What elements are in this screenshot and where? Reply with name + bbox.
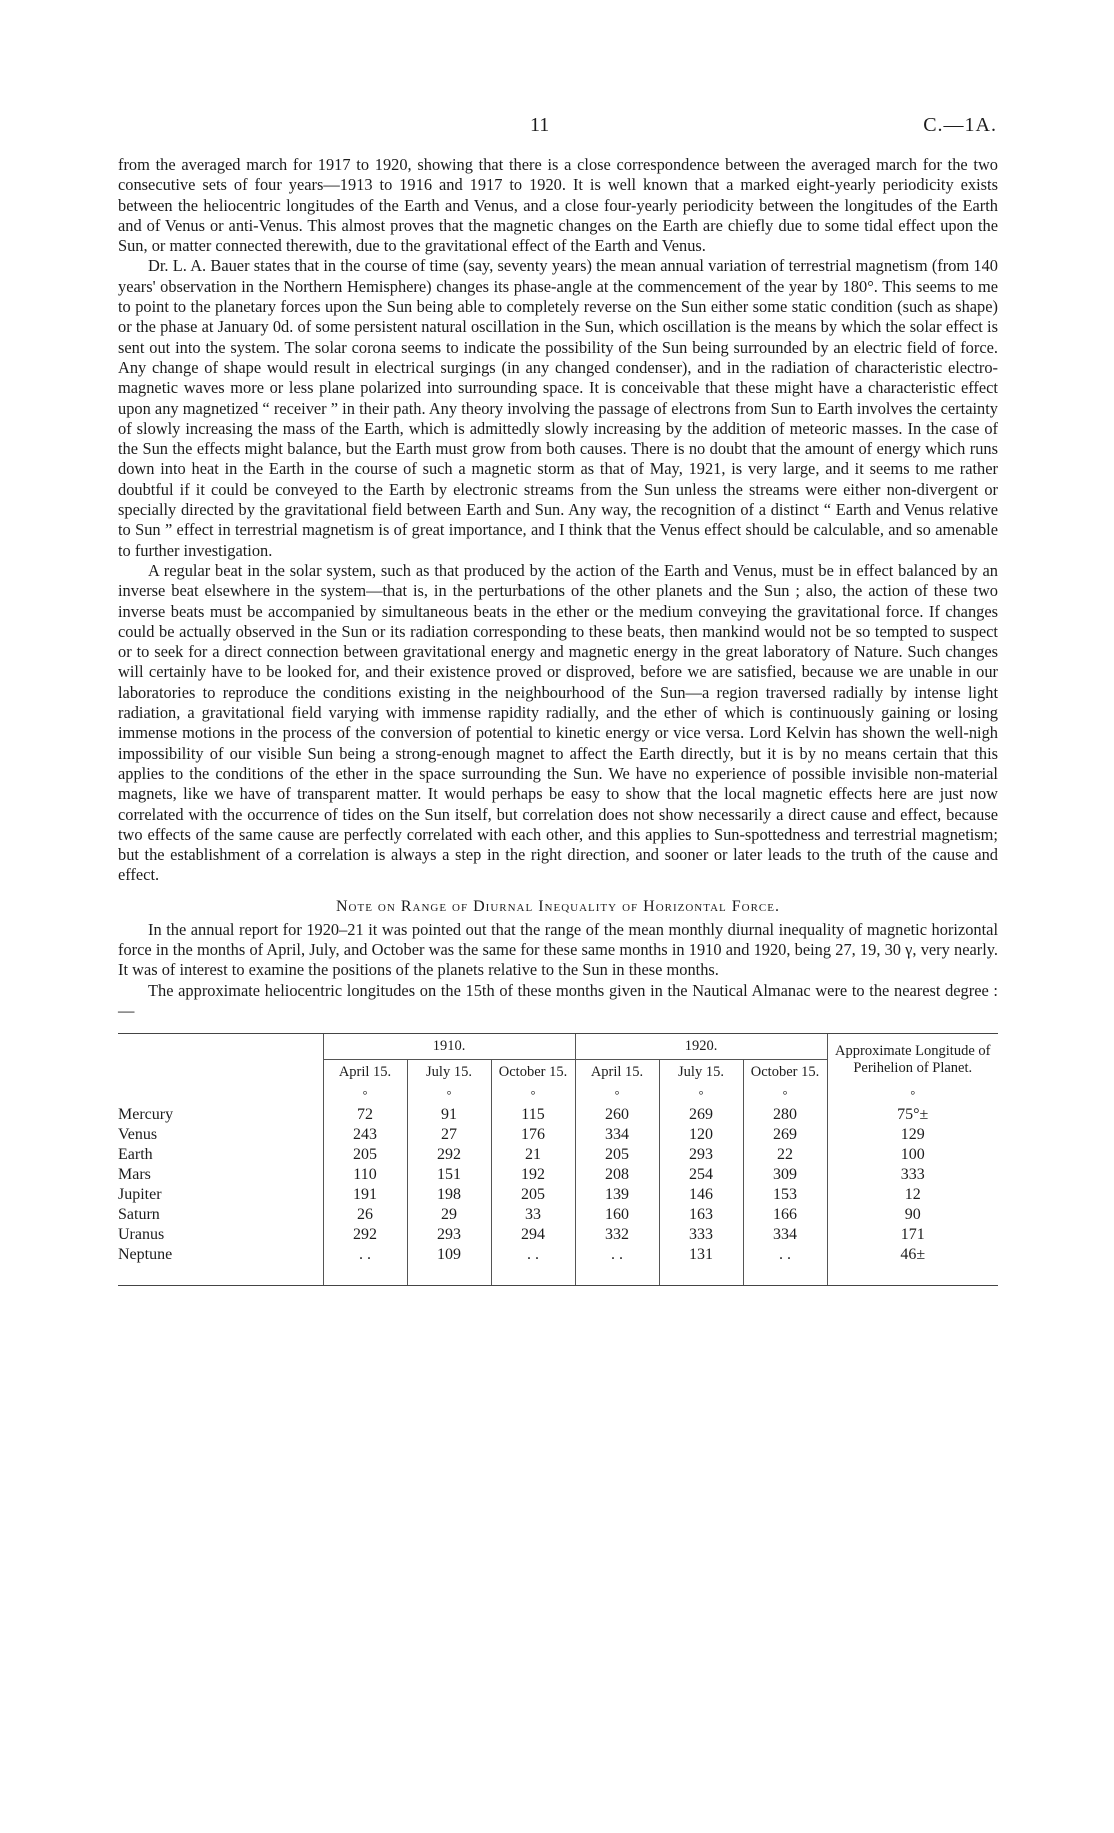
longitude-cell: 205 [323, 1145, 407, 1165]
longitude-cell: 91 [407, 1105, 491, 1125]
degree-mark: ° [827, 1085, 998, 1105]
longitude-cell: 33 [491, 1205, 575, 1225]
heliocentric-longitude-table [118, 1034, 998, 1285]
table-row [118, 1225, 998, 1245]
page-header [0, 114, 1114, 144]
paragraph: Dr. L. A. Bauer states that in the course of time (say, seventy years) the mean annual variation of terrestrial magnetism (from 140 years' observation in the Northern Hemisphere) changes its phase-angle at the commencement of the year by 180°. This seems to me to point to the planetary forces upon the Sun being able to completely reverse on the Sun either some static condition (such as shape) or the phase at January 0d. of some persistent natural oscillation in the Sun, which oscillation is the means by which the solar effect is sent out into the system. The solar corona seems to indicate the possibility of the Sun being surrounded by an electric field of force. Any change of shape would result in electrical surgings (in any changed condenser), and in the radiation of characteristic electro-magnetic waves more or less plane polarized into surrounding space. It is conceivable that these might have a characteristic effect upon any magnetized “ receiver ” in their path. Any theory involving the passage of electrons from Sun to Earth involves the certainty of slowly increasing the mass of the Earth, which is admittedly slowly increasing by the addition of meteoric masses. In the case of the Sun the effects might balance, but the Earth must grow from both causes. There is no doubt that the amount of energy which runs down into heat in the Earth in the course of such a magnetic storm as that of May, 1921, is very large, and it seems to me rather doubtful if it could be conveyed to the Earth by electronic streams from the Sun unless the streams were either non-divergent or specially directed by the gravitational field between Earth and Sun. Any way, the recognition of a distinct “ Earth and Venus relative to Sun ” effect in terrestrial magnetism is of great importance, and I think that the Venus effect should be calculable, and so amenable to further investigation. [118, 256, 998, 560]
longitude-cell: 292 [407, 1145, 491, 1165]
table-row [118, 1205, 998, 1225]
paragraph: In the annual report for 1920–21 it was pointed out that the range of the mean monthly diurnal inequality of magnetic horizontal force in the months of April, July, and October was the same for these same months in 1910 and 1920, being 27, 19, 30 γ, very nearly. It was of interest to examine the positions of the planets relative to the Sun in these months. [118, 919, 998, 980]
table-row [118, 1185, 998, 1205]
perihelion-cell: 333 [827, 1165, 998, 1185]
longitude-cell: 29 [407, 1205, 491, 1225]
longitude-table-wrapper [118, 1033, 998, 1286]
longitude-cell: 151 [407, 1165, 491, 1185]
longitude-cell: 110 [323, 1165, 407, 1185]
longitude-cell: 269 [659, 1105, 743, 1125]
section-title: Note on Range of Diurnal Inequality of Horizontal Force. [336, 897, 780, 915]
longitude-cell: 166 [743, 1205, 827, 1225]
table-row [118, 1145, 998, 1165]
perihelion-cell: 12 [827, 1185, 998, 1205]
planet-column-header [118, 1034, 323, 1085]
paragraph: The approximate heliocentric longitudes on the 15th of these months given in the Nautical Almanac were to the nearest degree :— [118, 980, 998, 1020]
month-header: October 15. [743, 1060, 827, 1086]
degree-units-row [118, 1085, 998, 1105]
longitude-cell: 205 [575, 1145, 659, 1165]
longitude-cell: 205 [491, 1185, 575, 1205]
longitude-cell: 139 [575, 1185, 659, 1205]
longitude-cell: 293 [407, 1225, 491, 1245]
perihelion-cell: 90 [827, 1205, 998, 1225]
planet-name: Earth [118, 1146, 153, 1164]
paragraph: from the averaged march for 1917 to 1920, showing that there is a close correspondence between the averaged march for the two consecutive sets of four years—1913 to 1916 and 1917 to 1920. It is well known that a marked eight-yearly periodicity exists between the heliocentric longitudes of the Earth and Venus, and a close four-yearly periodicity between the longitudes of the Earth and of Venus or anti-Venus. This almost proves that the magnetic changes on the Earth are chiefly due to some tidal effect upon the Sun, or matter connected therewith, due to the gravitational effect of the Earth and Venus. [118, 155, 998, 256]
degree-mark: ° [491, 1085, 575, 1105]
longitude-cell: 254 [659, 1165, 743, 1185]
longitude-cell: 176 [491, 1125, 575, 1145]
table-row [118, 1105, 998, 1125]
perihelion-cell: 171 [827, 1225, 998, 1245]
longitude-cell: 332 [575, 1225, 659, 1245]
document-reference: C.—1A. [923, 114, 997, 136]
longitude-cell: 163 [659, 1205, 743, 1225]
paragraph: A regular beat in the solar system, such as that produced by the action of the Earth and Venus, must be in effect balanced by an inverse beat elsewhere in the system—that is, in the perturbations of the other planets and the Sun ; also, the action of these two inverse beats must be accompanied by simultaneous beats in the ether or the medium conveying the gravitational force. If changes could be actually observed in the Sun or its radiation corresponding to these beats, then mankind would not be so tempted to suspect or to seek for a direct connection between gravitational energy and magnetic energy in the great laboratory of Nature. Such changes will certainly have to be looked for, and their existence proved or disproved, before we are satisfied, because we are unable in our laboratories to reproduce the conditions existing in the neighbourhood of the Sun—a region traversed radially by intense light radiation, a gravitational field varying with immense rapidity radially, and the ether of which is continuously gaining or losing immense motions in the process of the conversion of potential to kinetic energy or vice versa. Lord Kelvin has shown the well-nigh impossibility of our visible Sun being a strong-enough magnet to affect the Earth directly, but it is by no means certain that this applies to the conditions of the ether in the space surrounding the Sun. We have no experience of possible invisible non-material magnets, like we have of transparent matter. It would perhaps be easy to show that the local magnetic effects here are just now correlated with the occurrence of tides on the Sun itself, but correlation does not show necessarily a direct cause and effect, because two effects of the same cause are perfectly correlated with each other, and this applies to Sun-spottedness and terrestrial magnetism; but the establishment of a correlation is always a step in the right direction, and sooner or later leads to the truth of the cause and effect. [118, 560, 998, 885]
table-row [118, 1125, 998, 1145]
degree-mark: ° [659, 1085, 743, 1105]
perihelion-cell: 129 [827, 1125, 998, 1145]
longitude-cell: 292 [323, 1225, 407, 1245]
month-header: July 15. [659, 1060, 743, 1086]
longitude-cell: 21 [491, 1145, 575, 1165]
longitude-cell: 208 [575, 1165, 659, 1185]
longitude-cell: 109 [407, 1245, 491, 1265]
table-row [118, 1245, 998, 1265]
longitude-cell: 191 [323, 1185, 407, 1205]
planet-name: Venus [118, 1126, 158, 1144]
longitude-cell: 198 [407, 1185, 491, 1205]
longitude-cell: 309 [743, 1165, 827, 1185]
planet-name: Uranus [118, 1226, 165, 1244]
longitude-cell: 115 [491, 1105, 575, 1125]
longitude-cell: 192 [491, 1165, 575, 1185]
longitude-cell: 280 [743, 1105, 827, 1125]
perihelion-cell: 100 [827, 1145, 998, 1165]
longitude-cell: 153 [743, 1185, 827, 1205]
longitude-cell: 260 [575, 1105, 659, 1125]
planet-name: Saturn [118, 1206, 160, 1224]
perihelion-cell: 46± [827, 1245, 998, 1265]
perihelion-header: Approximate Longitude of Perihelion of Planet. [827, 1034, 998, 1085]
longitude-cell: . . [323, 1245, 407, 1265]
longitude-cell: 243 [323, 1125, 407, 1145]
longitude-cell: 22 [743, 1145, 827, 1165]
longitude-cell: 26 [323, 1205, 407, 1225]
body-text [118, 155, 998, 1286]
degree-mark: ° [743, 1085, 827, 1105]
longitude-cell: 160 [575, 1205, 659, 1225]
longitude-cell: 269 [743, 1125, 827, 1145]
year-1910-header: 1910. [323, 1034, 575, 1060]
longitude-cell: 334 [743, 1225, 827, 1245]
degree-mark: ° [407, 1085, 491, 1105]
longitude-cell: 72 [323, 1105, 407, 1125]
longitude-cell: 293 [659, 1145, 743, 1165]
degree-mark: ° [575, 1085, 659, 1105]
longitude-cell: 333 [659, 1225, 743, 1245]
planet-name: Mars [118, 1166, 151, 1184]
month-header: April 15. [575, 1060, 659, 1086]
longitude-cell: 131 [659, 1245, 743, 1265]
perihelion-cell: 75°± [827, 1105, 998, 1125]
planet-name: Mercury [118, 1106, 174, 1124]
longitude-cell: . . [491, 1245, 575, 1265]
year-1920-header: 1920. [575, 1034, 827, 1060]
longitude-cell: 120 [659, 1125, 743, 1145]
planet-name: Jupiter [118, 1186, 162, 1204]
longitude-cell: . . [743, 1245, 827, 1265]
longitude-cell: 294 [491, 1225, 575, 1245]
longitude-cell: 334 [575, 1125, 659, 1145]
month-header: April 15. [323, 1060, 407, 1086]
longitude-cell: 146 [659, 1185, 743, 1205]
longitude-cell: 27 [407, 1125, 491, 1145]
degree-mark: ° [323, 1085, 407, 1105]
longitude-cell: . . [575, 1245, 659, 1265]
month-header: October 15. [491, 1060, 575, 1086]
month-header: July 15. [407, 1060, 491, 1086]
planet-name: Neptune [118, 1246, 173, 1264]
page-number: 11 [530, 114, 550, 136]
table-row [118, 1165, 998, 1185]
